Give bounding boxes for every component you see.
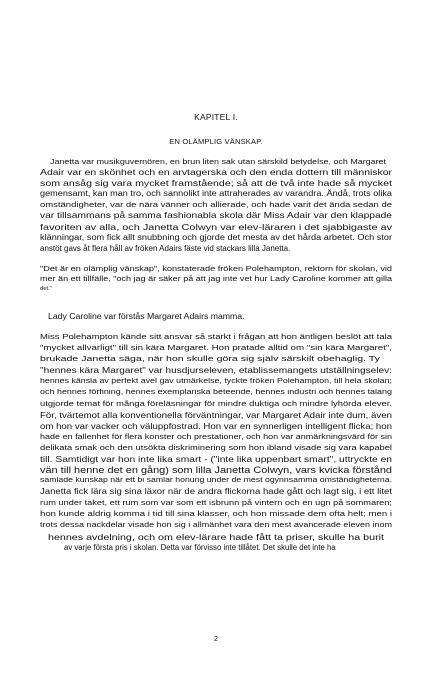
text-line: anstöt gavs åt flera håll av fröken Adairs fäste vid stackars lilla Janetta. <box>40 244 291 253</box>
text-line: var tillsammans på samma fashionabla skola där Miss Adair var den klappade <box>40 211 392 220</box>
text-line: delikata smak och den utsökta diskriminering som hon ibland visade sig vara kapabel <box>40 443 393 452</box>
text-line: Miss Polehampton kände sitt ansvar så starkt i frågan att hon äntligen beslöt att tala <box>40 332 393 341</box>
text-line: rum under taket, ett rum som var som ett isbrunn på vintern och en ugn på sommaren; <box>40 498 392 507</box>
chapter-title: KAPITEL I. <box>194 112 238 122</box>
text-line: "hennes kära Margaret" var husdjurseleven, etablissemangets utställningselev: <box>40 366 392 375</box>
text-line: det." <box>40 286 52 292</box>
text-line: till. Samtidigt var hon inte lika smart - ("inte lika uppenbart smart", uttryckte en <box>40 454 393 464</box>
text-line: hon kunde aldrig komma i tid till sina klasser, och hon missade dem ofta helt; men i <box>40 509 393 518</box>
text-line: Janetta fick lära sig sina läxor när de andra flickorna hade gått och lagt sig, i ett litet <box>40 487 392 496</box>
text-line: brukade Janetta säga, när hon skulle göra sig själv särskilt obehaglig. Ty <box>40 354 380 363</box>
text-line: Lady Caroline var förstås Margaret Adairs mamma. <box>48 311 245 321</box>
text-line: favoriten av alla, och Janetta Colwyn var elev-läraren i det sjabbigaste av <box>40 222 393 232</box>
page-number: 2 <box>214 636 218 643</box>
text-line: av varje första pris i skolan. Detta var förvisso inte tillåtet. Det skulle det inte ha <box>64 543 336 552</box>
text-line: utgjorde temat för många föreläsningar för mindre duktiga och mindre lyhörda elever. <box>40 399 392 408</box>
text-line: För, tvärtemot alla konventionella förväntningar, var Margaret Adair inte dum, även <box>40 410 393 420</box>
text-line: "Det är en olämplig vänskap", konstaterade fröken Polehampton, rektorn för skolan, vid <box>40 264 393 273</box>
text-line: samlade kunskap när ett bi samlar honung under de mest ogynnsamma omständigheterna. <box>40 477 392 484</box>
text-line: hennes känsla av perfekt avel gav utmärkelse, tyckte fröken Polehampton, till hela skolan; <box>40 378 392 385</box>
chapter-subtitle: EN OLÄMPLIG VÄNSKAP. <box>169 137 263 146</box>
text-line: hade en fallenhet för flera konster och prestationer, och hon var anmärkningsvärd för sin <box>40 432 393 441</box>
text-line: omständigheter, var de nära vänner och allierade, och hade varit det ända sedan de <box>40 200 393 209</box>
text-line: Adair var en skönhet och en arvtagerska och den enda dottern till människor <box>40 167 392 177</box>
text-line: om hon var vacker och väluppfostrad. Hon var en synnerligen intelligent flicka; hon <box>40 421 393 431</box>
text-line: trots dessa nackdelar visade hon sig i allmänhet vara den mest avancerade eleven inom <box>40 520 393 529</box>
text-line: "mycket allvarligt" till sin kära Margaret. Hon pratade alltid om "sin kära Margaret", <box>40 343 393 352</box>
text-line: klänningar, som fick allt snubbning och gjorde det mesta av det hårda arbetet. Och stor <box>40 233 393 242</box>
text-line: gemensamt, kan man tro, och sannolikt inte attraherades av varandra. Ändå, trots olika <box>40 189 393 198</box>
text-line: som ansåg sig vara mycket framstående; så att de två inte hade så mycket <box>40 178 392 188</box>
text-line: mer än ett tillfälle, "och jag är säker på att jag inte vet hur Lady Caroline kommer att gilla <box>40 276 392 283</box>
text-line: Janetta var musikguvernören, en brun liten sak utan särskild betydelse, och Margaret <box>50 157 386 166</box>
text-line: hennes avdelning, och om elev-lärare hade fått ta priser, skulle ha burit <box>48 532 384 542</box>
text-line: och hennes förfining, hennes exemplariska beteende, hennes industri och hennes talang <box>40 389 393 396</box>
text-line: vän till henne det en gång) som lilla Janetta Colwyn, vars kvicka förstånd <box>40 465 393 475</box>
